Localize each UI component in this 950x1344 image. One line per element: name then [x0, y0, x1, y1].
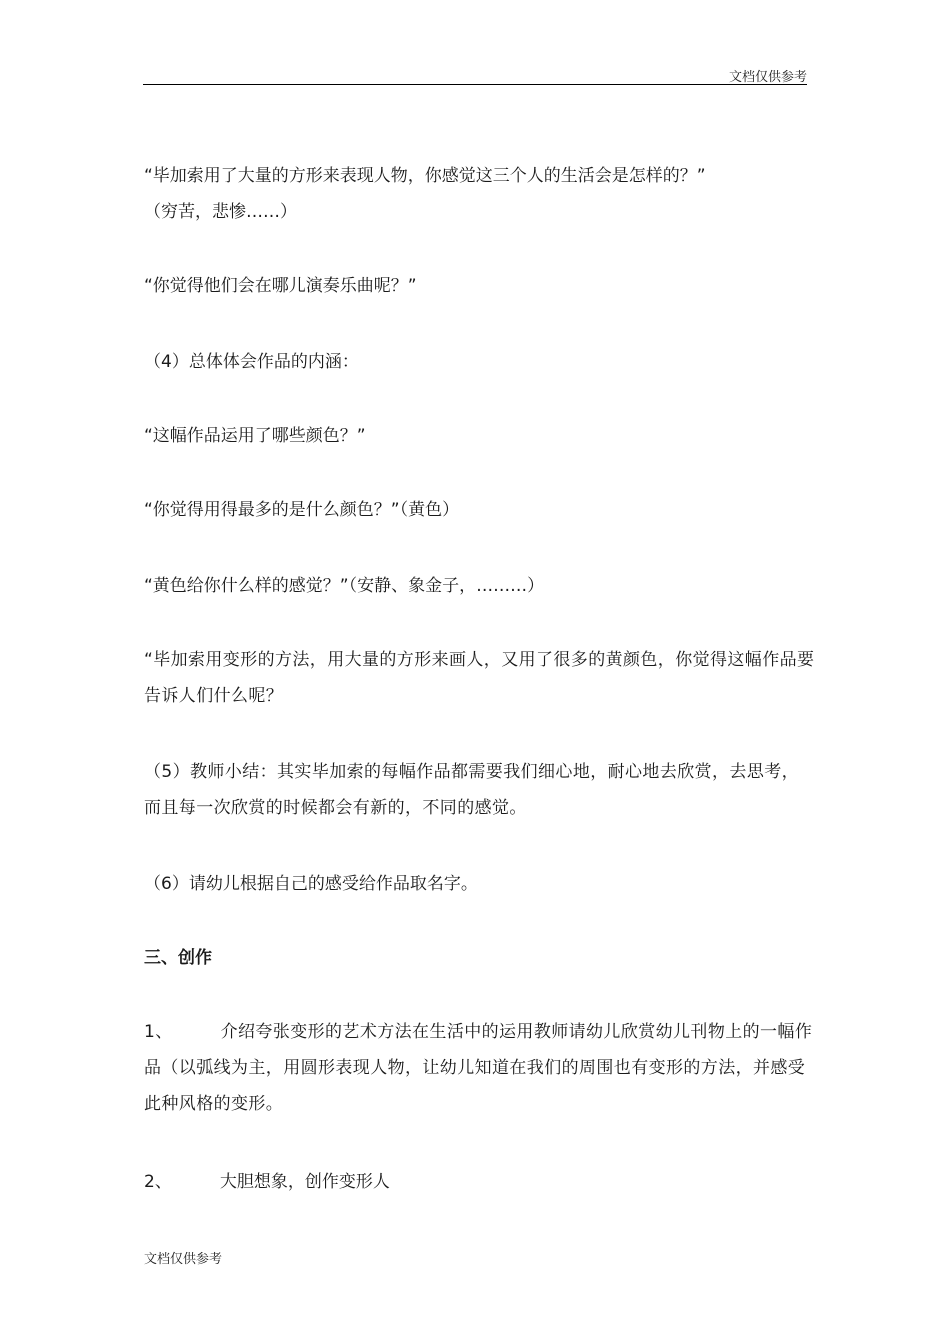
list-item-number: 1、 [144, 1022, 173, 1042]
question-paragraph: “毕加索用变形的方法，用大量的方形来画人，又用了很多的黄颜色，你觉得这幅作品要告诉人们什么呢？ [144, 650, 815, 706]
answer-paragraph: （穷苦，悲惨……） [144, 202, 297, 222]
question-paragraph: “你觉得他们会在哪儿演奏乐曲呢？” [144, 276, 417, 296]
question-paragraph: “黄色给你什么样的感觉？”（安静、象金子，………） [144, 576, 545, 596]
list-item-number: 2、 [144, 1172, 172, 1192]
summary-paragraph: （5）教师小结：其实毕加索的每幅作品都需要我们细心地，耐心地去欣赏，去思考，而且每一次欣赏的时候都会有新的，不同的感觉。 [144, 762, 800, 818]
question-paragraph: “你觉得用得最多的是什么颜色？”（黄色） [144, 500, 460, 520]
step-paragraph: （4）总体体会作品的内涵： [144, 352, 359, 372]
page-header: 文档仅供参考 [728, 70, 807, 85]
page-footer: 文档仅供参考 [144, 1252, 223, 1267]
header-divider [143, 84, 807, 85]
section-heading: 三、创作 [144, 948, 212, 968]
list-item [144, 1164, 816, 1200]
question-paragraph: “这幅作品运用了哪些颜色？” [144, 426, 366, 446]
question-paragraph: “毕加索用了大量的方形来表现人物，你感觉这三个人的生活会是怎样的？” [144, 166, 706, 186]
list-item [144, 1014, 816, 1122]
list-item-text: 介绍夸张变形的艺术方法在生活中的运用教师请幼儿欣赏幼儿刊物上的一幅作品（以弧线为主，用圆形表现人物，让幼儿知道在我们的周围也有变形的方法，并感受此种风格的变形。 [144, 1022, 813, 1114]
list-item-text: 大胆想象，创作变形人 [219, 1172, 390, 1192]
step-paragraph: （6）请幼儿根据自己的感受给作品取名字。 [144, 874, 478, 894]
